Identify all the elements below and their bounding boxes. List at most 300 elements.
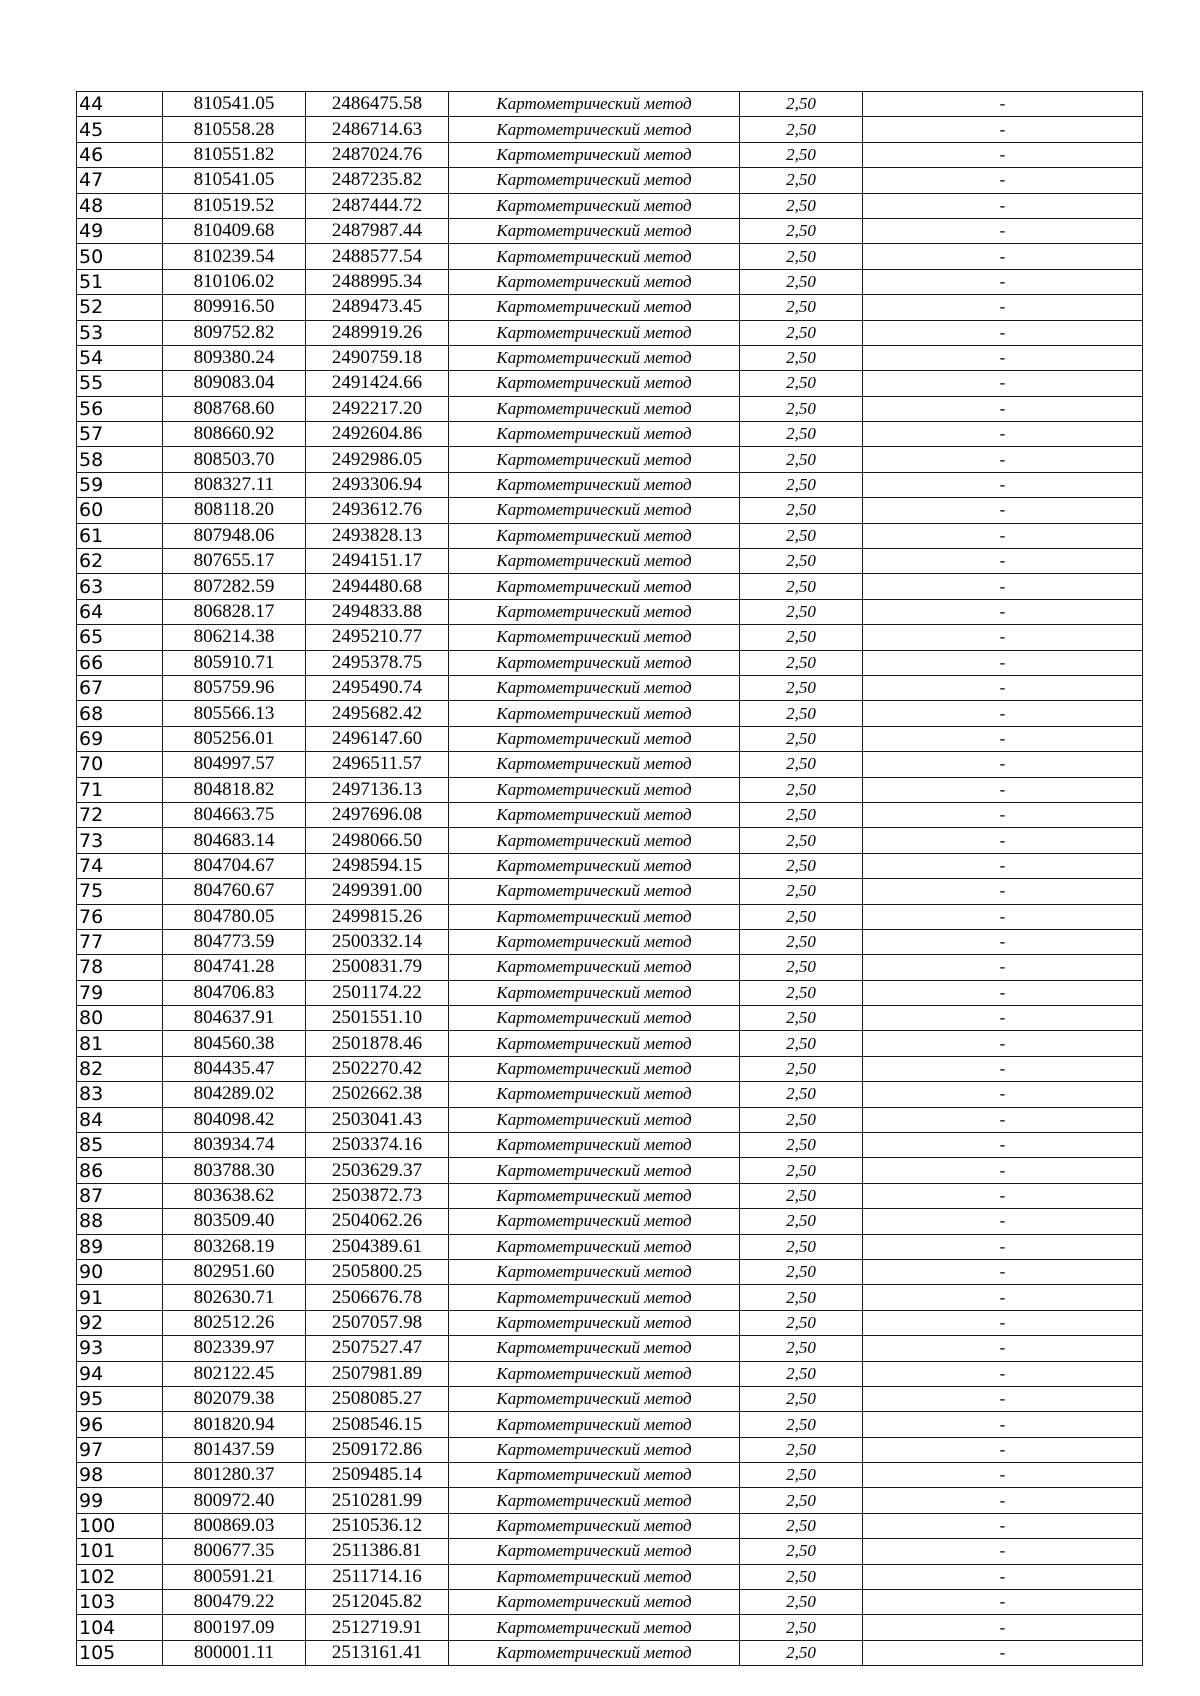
y-coordinate-cell: 2487235.82 <box>306 168 449 193</box>
x-coordinate-cell: 805910.71 <box>163 650 306 675</box>
table-row <box>77 1310 1143 1335</box>
note-cell: - <box>863 142 1143 167</box>
x-coordinate-cell: 800677.35 <box>163 1539 306 1564</box>
accuracy-cell: 2,50 <box>740 1310 863 1335</box>
table-row <box>77 193 1143 218</box>
point-number-cell: 96 <box>77 1412 163 1437</box>
x-coordinate-cell: 810558.28 <box>163 117 306 142</box>
point-number-cell: 56 <box>77 396 163 421</box>
method-cell: Картометрический метод <box>449 218 740 243</box>
table-row <box>77 1234 1143 1259</box>
accuracy-cell: 2,50 <box>740 929 863 954</box>
point-number-cell: 100 <box>77 1513 163 1538</box>
method-cell: Картометрический метод <box>449 752 740 777</box>
method-cell: Картометрический метод <box>449 523 740 548</box>
x-coordinate-cell: 801280.37 <box>163 1463 306 1488</box>
y-coordinate-cell: 2488577.54 <box>306 244 449 269</box>
accuracy-cell: 2,50 <box>740 193 863 218</box>
y-coordinate-cell: 2487987.44 <box>306 218 449 243</box>
y-coordinate-cell: 2509485.14 <box>306 1463 449 1488</box>
table-row <box>77 1361 1143 1386</box>
point-number-cell: 97 <box>77 1437 163 1462</box>
note-cell: - <box>863 1082 1143 1107</box>
y-coordinate-cell: 2502662.38 <box>306 1082 449 1107</box>
method-cell: Картометрический метод <box>449 1310 740 1335</box>
method-cell: Картометрический метод <box>449 269 740 294</box>
x-coordinate-cell: 801437.59 <box>163 1437 306 1462</box>
method-cell: Картометрический метод <box>449 1361 740 1386</box>
table-row <box>77 853 1143 878</box>
note-cell: - <box>863 295 1143 320</box>
table-row <box>77 498 1143 523</box>
note-cell: - <box>863 523 1143 548</box>
point-number-cell: 70 <box>77 752 163 777</box>
method-cell: Картометрический метод <box>449 1082 740 1107</box>
note-cell: - <box>863 447 1143 472</box>
y-coordinate-cell: 2508085.27 <box>306 1386 449 1411</box>
accuracy-cell: 2,50 <box>740 802 863 827</box>
y-coordinate-cell: 2494833.88 <box>306 599 449 624</box>
x-coordinate-cell: 804780.05 <box>163 904 306 929</box>
note-cell: - <box>863 599 1143 624</box>
note-cell: - <box>863 1107 1143 1132</box>
method-cell: Картометрический метод <box>449 117 740 142</box>
table-row <box>77 1183 1143 1208</box>
point-number-cell: 92 <box>77 1310 163 1335</box>
table-row <box>77 1285 1143 1310</box>
accuracy-cell: 2,50 <box>740 117 863 142</box>
note-cell: - <box>863 1056 1143 1081</box>
x-coordinate-cell: 800479.22 <box>163 1590 306 1615</box>
x-coordinate-cell: 800001.11 <box>163 1640 306 1665</box>
method-cell: Картометрический метод <box>449 1031 740 1056</box>
accuracy-cell: 2,50 <box>740 1285 863 1310</box>
note-cell: - <box>863 879 1143 904</box>
note-cell: - <box>863 1336 1143 1361</box>
x-coordinate-cell: 810541.05 <box>163 168 306 193</box>
x-coordinate-cell: 807655.17 <box>163 549 306 574</box>
table-row <box>77 980 1143 1005</box>
accuracy-cell: 2,50 <box>740 1539 863 1564</box>
x-coordinate-cell: 808660.92 <box>163 422 306 447</box>
y-coordinate-cell: 2495490.74 <box>306 675 449 700</box>
table-row <box>77 1513 1143 1538</box>
point-number-cell: 87 <box>77 1183 163 1208</box>
accuracy-cell: 2,50 <box>740 92 863 117</box>
method-cell: Картометрический метод <box>449 1107 740 1132</box>
table-row <box>77 523 1143 548</box>
point-number-cell: 62 <box>77 549 163 574</box>
x-coordinate-cell: 808327.11 <box>163 472 306 497</box>
table-row <box>77 1564 1143 1589</box>
x-coordinate-cell: 804560.38 <box>163 1031 306 1056</box>
note-cell: - <box>863 1234 1143 1259</box>
note-cell: - <box>863 853 1143 878</box>
point-number-cell: 66 <box>77 650 163 675</box>
y-coordinate-cell: 2492217.20 <box>306 396 449 421</box>
note-cell: - <box>863 218 1143 243</box>
note-cell: - <box>863 802 1143 827</box>
table-body <box>77 92 1143 1666</box>
accuracy-cell: 2,50 <box>740 1564 863 1589</box>
method-cell: Картометрический метод <box>449 802 740 827</box>
method-cell: Картометрический метод <box>449 1209 740 1234</box>
x-coordinate-cell: 810409.68 <box>163 218 306 243</box>
accuracy-cell: 2,50 <box>740 345 863 370</box>
x-coordinate-cell: 805256.01 <box>163 726 306 751</box>
method-cell: Картометрический метод <box>449 1564 740 1589</box>
y-coordinate-cell: 2501174.22 <box>306 980 449 1005</box>
point-number-cell: 93 <box>77 1336 163 1361</box>
accuracy-cell: 2,50 <box>740 1463 863 1488</box>
note-cell: - <box>863 574 1143 599</box>
accuracy-cell: 2,50 <box>740 1412 863 1437</box>
x-coordinate-cell: 800869.03 <box>163 1513 306 1538</box>
method-cell: Картометрический метод <box>449 320 740 345</box>
note-cell: - <box>863 1386 1143 1411</box>
x-coordinate-cell: 803509.40 <box>163 1209 306 1234</box>
point-number-cell: 47 <box>77 168 163 193</box>
note-cell: - <box>863 625 1143 650</box>
y-coordinate-cell: 2486475.58 <box>306 92 449 117</box>
point-number-cell: 51 <box>77 269 163 294</box>
method-cell: Картометрический метод <box>449 726 740 751</box>
x-coordinate-cell: 809916.50 <box>163 295 306 320</box>
point-number-cell: 49 <box>77 218 163 243</box>
accuracy-cell: 2,50 <box>740 244 863 269</box>
accuracy-cell: 2,50 <box>740 1336 863 1361</box>
x-coordinate-cell: 802122.45 <box>163 1361 306 1386</box>
accuracy-cell: 2,50 <box>740 1133 863 1158</box>
accuracy-cell: 2,50 <box>740 396 863 421</box>
method-cell: Картометрический метод <box>449 574 740 599</box>
table-row <box>77 650 1143 675</box>
accuracy-cell: 2,50 <box>740 422 863 447</box>
note-cell: - <box>863 472 1143 497</box>
method-cell: Картометрический метод <box>449 295 740 320</box>
accuracy-cell: 2,50 <box>740 269 863 294</box>
note-cell: - <box>863 1463 1143 1488</box>
method-cell: Картометрический метод <box>449 625 740 650</box>
note-cell: - <box>863 1640 1143 1665</box>
table-row <box>77 295 1143 320</box>
accuracy-cell: 2,50 <box>740 1234 863 1259</box>
note-cell: - <box>863 650 1143 675</box>
point-number-cell: 94 <box>77 1361 163 1386</box>
table-row <box>77 269 1143 294</box>
point-number-cell: 52 <box>77 295 163 320</box>
x-coordinate-cell: 807282.59 <box>163 574 306 599</box>
point-number-cell: 54 <box>77 345 163 370</box>
accuracy-cell: 2,50 <box>740 447 863 472</box>
point-number-cell: 88 <box>77 1209 163 1234</box>
method-cell: Картометрический метод <box>449 675 740 700</box>
accuracy-cell: 2,50 <box>740 879 863 904</box>
note-cell: - <box>863 1412 1143 1437</box>
note-cell: - <box>863 320 1143 345</box>
y-coordinate-cell: 2497696.08 <box>306 802 449 827</box>
point-number-cell: 86 <box>77 1158 163 1183</box>
method-cell: Картометрический метод <box>449 244 740 269</box>
y-coordinate-cell: 2486714.63 <box>306 117 449 142</box>
y-coordinate-cell: 2488995.34 <box>306 269 449 294</box>
table-row <box>77 625 1143 650</box>
table-row <box>77 955 1143 980</box>
accuracy-cell: 2,50 <box>740 1056 863 1081</box>
table-row <box>77 1488 1143 1513</box>
y-coordinate-cell: 2501878.46 <box>306 1031 449 1056</box>
y-coordinate-cell: 2490759.18 <box>306 345 449 370</box>
method-cell: Картометрический метод <box>449 396 740 421</box>
point-number-cell: 101 <box>77 1539 163 1564</box>
table-row <box>77 1209 1143 1234</box>
point-number-cell: 79 <box>77 980 163 1005</box>
table-row <box>77 244 1143 269</box>
x-coordinate-cell: 802339.97 <box>163 1336 306 1361</box>
method-cell: Картометрический метод <box>449 1133 740 1158</box>
table-row <box>77 599 1143 624</box>
accuracy-cell: 2,50 <box>740 1107 863 1132</box>
x-coordinate-cell: 804706.83 <box>163 980 306 1005</box>
method-cell: Картометрический метод <box>449 1412 740 1437</box>
y-coordinate-cell: 2503374.16 <box>306 1133 449 1158</box>
table-row <box>77 142 1143 167</box>
note-cell: - <box>863 777 1143 802</box>
x-coordinate-cell: 804683.14 <box>163 828 306 853</box>
note-cell: - <box>863 752 1143 777</box>
point-number-cell: 64 <box>77 599 163 624</box>
x-coordinate-cell: 804435.47 <box>163 1056 306 1081</box>
x-coordinate-cell: 810519.52 <box>163 193 306 218</box>
method-cell: Картометрический метод <box>449 701 740 726</box>
point-number-cell: 99 <box>77 1488 163 1513</box>
y-coordinate-cell: 2489473.45 <box>306 295 449 320</box>
accuracy-cell: 2,50 <box>740 142 863 167</box>
method-cell: Картометрический метод <box>449 599 740 624</box>
table-row <box>77 752 1143 777</box>
y-coordinate-cell: 2503629.37 <box>306 1158 449 1183</box>
point-number-cell: 71 <box>77 777 163 802</box>
y-coordinate-cell: 2487024.76 <box>306 142 449 167</box>
point-number-cell: 75 <box>77 879 163 904</box>
accuracy-cell: 2,50 <box>740 523 863 548</box>
method-cell: Картометрический метод <box>449 853 740 878</box>
y-coordinate-cell: 2511714.16 <box>306 1564 449 1589</box>
note-cell: - <box>863 396 1143 421</box>
note-cell: - <box>863 929 1143 954</box>
point-number-cell: 72 <box>77 802 163 827</box>
x-coordinate-cell: 808768.60 <box>163 396 306 421</box>
method-cell: Картометрический метод <box>449 929 740 954</box>
table-row <box>77 422 1143 447</box>
table-row <box>77 1463 1143 1488</box>
note-cell: - <box>863 1437 1143 1462</box>
note-cell: - <box>863 422 1143 447</box>
accuracy-cell: 2,50 <box>740 1082 863 1107</box>
table-row <box>77 218 1143 243</box>
table-row <box>77 726 1143 751</box>
table-row <box>77 1539 1143 1564</box>
accuracy-cell: 2,50 <box>740 904 863 929</box>
table-row <box>77 1056 1143 1081</box>
x-coordinate-cell: 804818.82 <box>163 777 306 802</box>
y-coordinate-cell: 2491424.66 <box>306 371 449 396</box>
method-cell: Картометрический метод <box>449 879 740 904</box>
table-row <box>77 1158 1143 1183</box>
accuracy-cell: 2,50 <box>740 777 863 802</box>
y-coordinate-cell: 2493306.94 <box>306 472 449 497</box>
accuracy-cell: 2,50 <box>740 1183 863 1208</box>
method-cell: Картометрический метод <box>449 549 740 574</box>
table-row <box>77 1437 1143 1462</box>
table-row <box>77 447 1143 472</box>
x-coordinate-cell: 805759.96 <box>163 675 306 700</box>
x-coordinate-cell: 800591.21 <box>163 1564 306 1589</box>
note-cell: - <box>863 1564 1143 1589</box>
accuracy-cell: 2,50 <box>740 625 863 650</box>
note-cell: - <box>863 498 1143 523</box>
x-coordinate-cell: 804997.57 <box>163 752 306 777</box>
accuracy-cell: 2,50 <box>740 726 863 751</box>
note-cell: - <box>863 1310 1143 1335</box>
point-number-cell: 76 <box>77 904 163 929</box>
y-coordinate-cell: 2500831.79 <box>306 955 449 980</box>
point-number-cell: 104 <box>77 1615 163 1640</box>
accuracy-cell: 2,50 <box>740 675 863 700</box>
table-row <box>77 320 1143 345</box>
note-cell: - <box>863 1361 1143 1386</box>
y-coordinate-cell: 2510281.99 <box>306 1488 449 1513</box>
y-coordinate-cell: 2509172.86 <box>306 1437 449 1462</box>
accuracy-cell: 2,50 <box>740 1361 863 1386</box>
y-coordinate-cell: 2512719.91 <box>306 1615 449 1640</box>
x-coordinate-cell: 804289.02 <box>163 1082 306 1107</box>
point-number-cell: 60 <box>77 498 163 523</box>
x-coordinate-cell: 804637.91 <box>163 1006 306 1031</box>
accuracy-cell: 2,50 <box>740 498 863 523</box>
point-number-cell: 53 <box>77 320 163 345</box>
accuracy-cell: 2,50 <box>740 1209 863 1234</box>
note-cell: - <box>863 371 1143 396</box>
note-cell: - <box>863 675 1143 700</box>
table-row <box>77 92 1143 117</box>
method-cell: Картометрический метод <box>449 1234 740 1259</box>
method-cell: Картометрический метод <box>449 1513 740 1538</box>
method-cell: Картометрический метод <box>449 904 740 929</box>
x-coordinate-cell: 809752.82 <box>163 320 306 345</box>
x-coordinate-cell: 804741.28 <box>163 955 306 980</box>
y-coordinate-cell: 2487444.72 <box>306 193 449 218</box>
accuracy-cell: 2,50 <box>740 1513 863 1538</box>
accuracy-cell: 2,50 <box>740 828 863 853</box>
accuracy-cell: 2,50 <box>740 218 863 243</box>
point-number-cell: 80 <box>77 1006 163 1031</box>
note-cell: - <box>863 549 1143 574</box>
point-number-cell: 69 <box>77 726 163 751</box>
x-coordinate-cell: 801820.94 <box>163 1412 306 1437</box>
y-coordinate-cell: 2511386.81 <box>306 1539 449 1564</box>
y-coordinate-cell: 2500332.14 <box>306 929 449 954</box>
note-cell: - <box>863 193 1143 218</box>
point-number-cell: 63 <box>77 574 163 599</box>
x-coordinate-cell: 806828.17 <box>163 599 306 624</box>
note-cell: - <box>863 955 1143 980</box>
y-coordinate-cell: 2508546.15 <box>306 1412 449 1437</box>
table-row <box>77 1590 1143 1615</box>
accuracy-cell: 2,50 <box>740 1158 863 1183</box>
x-coordinate-cell: 803638.62 <box>163 1183 306 1208</box>
x-coordinate-cell: 808503.70 <box>163 447 306 472</box>
accuracy-cell: 2,50 <box>740 1031 863 1056</box>
y-coordinate-cell: 2494151.17 <box>306 549 449 574</box>
x-coordinate-cell: 804760.67 <box>163 879 306 904</box>
method-cell: Картометрический метод <box>449 371 740 396</box>
note-cell: - <box>863 828 1143 853</box>
x-coordinate-cell: 810106.02 <box>163 269 306 294</box>
note-cell: - <box>863 1590 1143 1615</box>
note-cell: - <box>863 980 1143 1005</box>
x-coordinate-cell: 802630.71 <box>163 1285 306 1310</box>
table-row <box>77 396 1143 421</box>
method-cell: Картометрический метод <box>449 1285 740 1310</box>
table-row <box>77 1006 1143 1031</box>
note-cell: - <box>863 1158 1143 1183</box>
point-number-cell: 59 <box>77 472 163 497</box>
accuracy-cell: 2,50 <box>740 650 863 675</box>
coordinates-table <box>76 91 1143 1666</box>
note-cell: - <box>863 1006 1143 1031</box>
point-number-cell: 67 <box>77 675 163 700</box>
accuracy-cell: 2,50 <box>740 1386 863 1411</box>
accuracy-cell: 2,50 <box>740 168 863 193</box>
y-coordinate-cell: 2499815.26 <box>306 904 449 929</box>
table-row <box>77 1082 1143 1107</box>
x-coordinate-cell: 802079.38 <box>163 1386 306 1411</box>
y-coordinate-cell: 2501551.10 <box>306 1006 449 1031</box>
point-number-cell: 98 <box>77 1463 163 1488</box>
accuracy-cell: 2,50 <box>740 1488 863 1513</box>
point-number-cell: 68 <box>77 701 163 726</box>
method-cell: Картометрический метод <box>449 1590 740 1615</box>
y-coordinate-cell: 2504062.26 <box>306 1209 449 1234</box>
accuracy-cell: 2,50 <box>740 853 863 878</box>
note-cell: - <box>863 244 1143 269</box>
y-coordinate-cell: 2496147.60 <box>306 726 449 751</box>
method-cell: Картометрический метод <box>449 142 740 167</box>
point-number-cell: 50 <box>77 244 163 269</box>
note-cell: - <box>863 1513 1143 1538</box>
y-coordinate-cell: 2510536.12 <box>306 1513 449 1538</box>
x-coordinate-cell: 804704.67 <box>163 853 306 878</box>
table-row <box>77 371 1143 396</box>
accuracy-cell: 2,50 <box>740 1006 863 1031</box>
note-cell: - <box>863 1285 1143 1310</box>
method-cell: Картометрический метод <box>449 345 740 370</box>
x-coordinate-cell: 800972.40 <box>163 1488 306 1513</box>
x-coordinate-cell: 808118.20 <box>163 498 306 523</box>
table-row <box>77 879 1143 904</box>
point-number-cell: 74 <box>77 853 163 878</box>
table-row <box>77 1386 1143 1411</box>
point-number-cell: 102 <box>77 1564 163 1589</box>
table-row <box>77 1336 1143 1361</box>
table-row <box>77 345 1143 370</box>
point-number-cell: 65 <box>77 625 163 650</box>
x-coordinate-cell: 807948.06 <box>163 523 306 548</box>
table-row <box>77 117 1143 142</box>
x-coordinate-cell: 803788.30 <box>163 1158 306 1183</box>
table-row <box>77 549 1143 574</box>
